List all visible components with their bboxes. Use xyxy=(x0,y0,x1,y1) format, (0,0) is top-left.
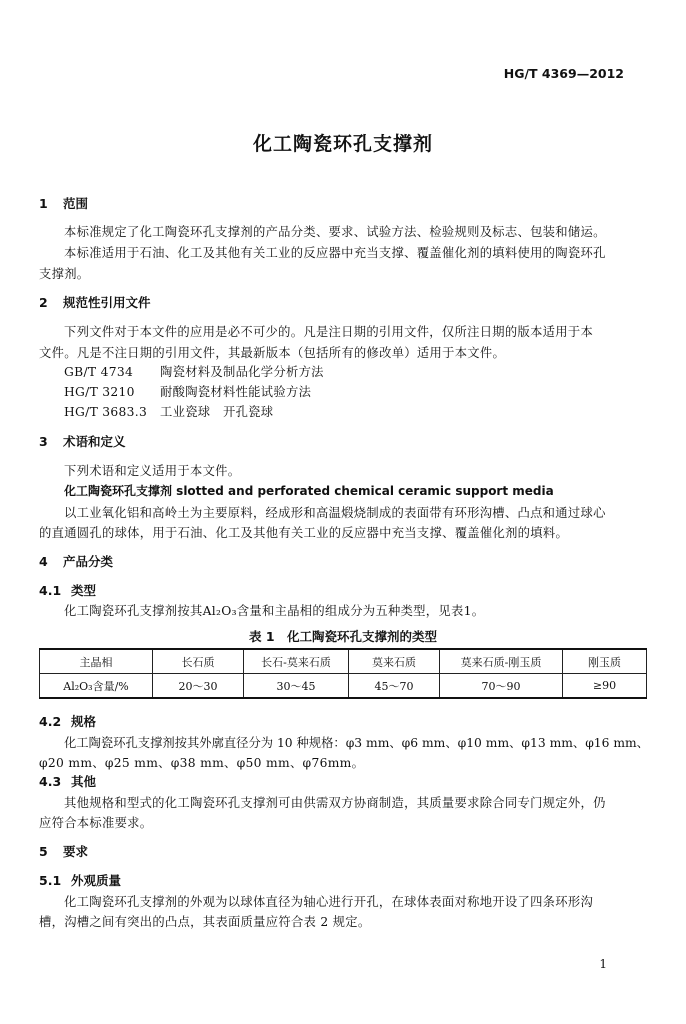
page-number: 1 xyxy=(599,957,607,971)
subsection-title: 其他 xyxy=(71,774,97,789)
section-number: 3 xyxy=(39,434,48,449)
table-cell: 30～45 xyxy=(244,674,349,699)
table-caption: 表 1 化工陶瓷环孔支撑剂的类型 xyxy=(248,629,438,644)
reference-code: HG/T 3210 xyxy=(64,385,135,399)
standard-code: HG/T 4369—2012 xyxy=(503,66,624,81)
paragraph: 本标准规定了化工陶瓷环孔支撑剂的产品分类、要求、试验方法、检验规则及标志、包装和储运。 xyxy=(64,225,606,239)
subsection-title: 类型 xyxy=(71,583,97,598)
table-cell: 莫来石质 xyxy=(349,649,440,674)
paragraph: 其他规格和型式的化工陶瓷环孔支撑剂可由供需双方协商制造，其质量要求除合同专门规定外，仍 xyxy=(64,796,606,810)
subsection-title: 规格 xyxy=(71,714,97,729)
section-title: 产品分类 xyxy=(63,554,114,569)
subsection-number: 4.2 xyxy=(39,714,62,729)
reference-code: GB/T 4734 xyxy=(64,365,134,379)
table-cell: 长石质 xyxy=(153,649,244,674)
section-1-heading xyxy=(39,194,88,212)
paragraph: 化工陶瓷环孔支撑剂的外观为以球体直径为轴心进行开孔，在球体表面对称地开设了四条环形沟 xyxy=(64,895,594,909)
page-title: 化工陶瓷环孔支撑剂 xyxy=(252,133,433,155)
table-cell: 20～30 xyxy=(153,674,244,699)
paragraph: 下列文件对于本文件的应用是必不可少的。凡是注日期的引用文件，仅所注日期的版本适用于本 xyxy=(64,325,594,339)
table-cell: 主晶相 xyxy=(40,649,153,674)
table-row xyxy=(40,649,647,674)
section-5-heading xyxy=(39,842,88,860)
section-number: 5 xyxy=(39,844,48,859)
subsection-number: 5.1 xyxy=(39,873,62,888)
section-3-heading xyxy=(39,432,126,450)
paragraph-continuation: 槽，沟槽之间有突出的凸点，其表面质量应符合表 2 规定。 xyxy=(39,915,371,929)
reference-item xyxy=(64,402,273,420)
paragraph-continuation: φ20 mm、φ25 mm、φ38 mm、φ50 mm、φ76mm。 xyxy=(39,756,365,770)
types-table xyxy=(39,648,647,699)
paragraph-continuation: 应符合本标准要求。 xyxy=(39,816,153,830)
reference-title: 陶瓷材料及制品化学分析方法 xyxy=(160,365,324,379)
term-entry: 化工陶瓷环孔支撑剂 slotted and perforated chemical ceramic support media xyxy=(64,484,554,498)
table-cell: Al₂O₃含量/% xyxy=(40,674,153,699)
reference-title: 耐酸陶瓷材料性能试验方法 xyxy=(160,385,312,399)
subsection-title: 外观质量 xyxy=(71,873,122,888)
subsection-5-1-heading xyxy=(39,871,121,889)
section-4-heading xyxy=(39,552,113,570)
paragraph: 下列术语和定义适用于本文件。 xyxy=(64,464,241,478)
reference-item xyxy=(64,362,324,380)
section-number: 1 xyxy=(39,196,48,211)
subsection-4-3-heading xyxy=(39,772,96,790)
section-number: 4 xyxy=(39,554,48,569)
table-row xyxy=(40,674,647,699)
subsection-4-2-heading xyxy=(39,712,96,730)
paragraph: 化工陶瓷环孔支撑剂按其Al₂O₃含量和主晶相的组成分为五种类型，见表1。 xyxy=(64,604,485,618)
reference-code: HG/T 3683.3 xyxy=(64,405,148,419)
paragraph: 本标准适用于石油、化工及其他有关工业的反应器中充当支撑、覆盖催化剂的填料使用的陶瓷环孔 xyxy=(64,246,606,260)
section-title: 范围 xyxy=(63,196,89,211)
paragraph-continuation: 文件。凡是不注日期的引用文件，其最新版本（包括所有的修改单）适用于本文件。 xyxy=(39,346,506,360)
section-title: 规范性引用文件 xyxy=(63,295,151,310)
table-cell: 莫来石质-刚玉质 xyxy=(440,649,563,674)
reference-title: 工业瓷球 开孔瓷球 xyxy=(160,405,274,419)
subsection-number: 4.3 xyxy=(39,774,62,789)
table-cell: ≥90 xyxy=(563,674,647,699)
table-cell: 45～70 xyxy=(349,674,440,699)
subsection-4-1-heading xyxy=(39,581,96,599)
section-title: 要求 xyxy=(63,844,89,859)
table-cell: 70～90 xyxy=(440,674,563,699)
section-number: 2 xyxy=(39,295,48,310)
table-cell: 长石-莫来石质 xyxy=(244,649,349,674)
definition: 以工业氧化铝和高岭土为主要原料，经成形和高温煅烧制成的表面带有环形沟槽、凸点和通过球心 xyxy=(64,506,606,520)
paragraph-continuation: 支撑剂。 xyxy=(39,267,90,281)
subsection-number: 4.1 xyxy=(39,583,62,598)
paragraph: 化工陶瓷环孔支撑剂按其外廓直径分为 10 种规格：φ3 mm、φ6 mm、φ10 mm、φ13 mm、φ16 mm、 xyxy=(64,736,649,750)
reference-item xyxy=(64,382,311,400)
section-2-heading xyxy=(39,293,151,311)
table-cell: 刚玉质 xyxy=(563,649,647,674)
section-title: 术语和定义 xyxy=(63,434,126,449)
definition-continuation: 的直通圆孔的球体，用于石油、化工及其他有关工业的反应器中充当支撑、覆盖催化剂的填料。 xyxy=(39,526,569,540)
